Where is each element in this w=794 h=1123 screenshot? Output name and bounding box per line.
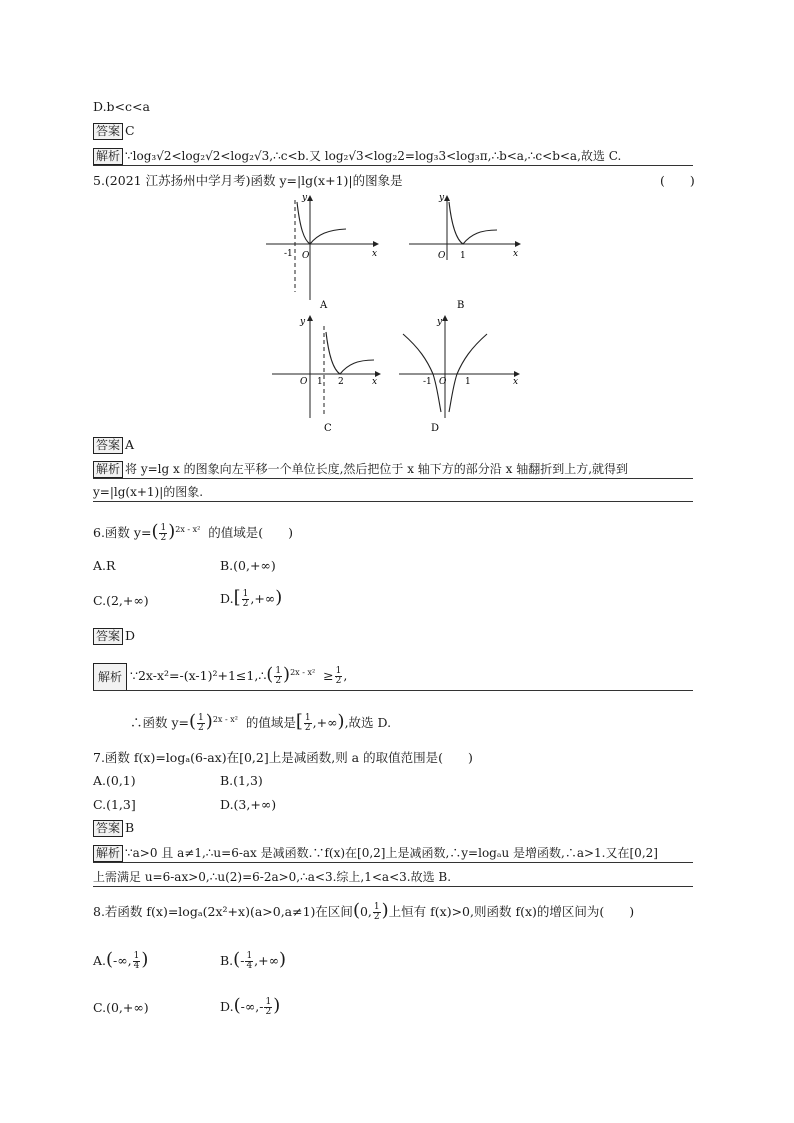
q6-option-a: A.R <box>93 558 116 573</box>
graph-d-tick-neg1: -1 <box>423 377 432 387</box>
graph-a-label: A <box>320 300 328 311</box>
q7-option-a: A.(0,1) <box>93 773 136 788</box>
q4-answer-line <box>93 123 135 140</box>
graph-b-label: B <box>457 300 465 311</box>
q7-option-c: C.(1,3] <box>93 797 136 812</box>
q6-stem: 6.函数 y=( $\frac{1}{2}$ )$^{2x - x^2}$ 的值域是( ) <box>93 521 294 544</box>
q6-analysis-line2: ∴函数 y=( $\frac{1}{2}$ )$^{2x - x^2}$ 的值域是[ $\frac{1}{2}$ ,+∞),故选 D. <box>130 711 392 734</box>
divider <box>93 165 693 166</box>
q6-stem-post: 的值域是( ) <box>208 525 294 541</box>
graph-b-origin: O <box>438 251 446 261</box>
q5-analysis-2: y=|lg(x+1)|的图象. <box>93 485 204 499</box>
graph-d-tick-1: 1 <box>465 377 471 387</box>
graph-b <box>405 190 530 320</box>
graph-a-x-label: x <box>372 249 378 259</box>
graph-d <box>395 312 525 437</box>
graph-d-origin: O <box>439 377 447 387</box>
q7-answer-line <box>93 820 134 837</box>
graph-c-origin: O <box>300 377 308 387</box>
q7-analysis-line1 <box>93 845 658 862</box>
q6-analysis-line1: ∵2x-x²=-(x-1)²+1≤1,∴( $\frac{1}{2}$ )$^{2x - x^2}$ ≥ $\frac{1}{2}$ , <box>130 664 348 687</box>
q5-analysis-line1 <box>93 461 628 478</box>
analysis-tag: 解析 <box>93 845 123 862</box>
q4-answer: C <box>125 123 135 138</box>
q4-analysis-line <box>93 148 621 165</box>
q6-option-c: C.(2,+∞) <box>93 593 149 608</box>
q6-exponent: 2x - x² <box>175 525 201 534</box>
q4-option-d: D.b<c<a <box>93 99 150 114</box>
graph-d-x-label: x <box>513 377 519 387</box>
divider <box>93 690 693 691</box>
q8-option-c: C.(0,+∞) <box>93 1000 149 1015</box>
q7-option-b: B.(1,3) <box>220 773 263 788</box>
q5-answer-line <box>93 437 134 454</box>
q8-option-d: D.(-∞,- $\frac{1}{2}$ ) <box>220 995 281 1017</box>
divider <box>93 501 693 502</box>
graph-a <box>258 190 388 320</box>
graph-a-tick-neg1: -1 <box>284 249 293 259</box>
divider <box>93 478 693 479</box>
graph-c <box>268 312 388 437</box>
graph-c-tick-2: 2 <box>338 377 344 387</box>
q7-analysis-2: 上需满足 u=6-ax>0,∴u(2)=6-2a>0,∴a<3.综上,1<a<3.故选 B. <box>93 870 452 884</box>
graph-b-x-label: x <box>513 249 519 259</box>
answer-tag: 答案 <box>93 628 123 645</box>
q5-stem: 5.(2021 江苏扬州中学月考)函数 y=|lg(x+1)|的图象是 <box>93 173 403 188</box>
q4-analysis: ∵log₃√2<log₂√2<log₂√3,∴c<b.又 log₂√3<log₂2=log₃3<log₃π,∴b<a,∴c<b<a,故选 C. <box>125 149 622 163</box>
answer-tag: 答案 <box>93 123 123 140</box>
q8-option-a: A.(-∞, $\frac{1}{4}$ ) <box>93 949 149 971</box>
q8-option-b: B.(- $\frac{1}{4}$ ,+∞) <box>220 949 287 971</box>
q6-answer: D <box>125 628 136 643</box>
q5-answer: A <box>125 437 135 452</box>
q5-paren: ( ) <box>660 173 695 188</box>
graph-c-x-label: x <box>372 377 378 387</box>
graph-a-origin: O <box>302 251 310 261</box>
answer-tag: 答案 <box>93 437 123 454</box>
graph-d-y-label: y <box>437 317 443 327</box>
q7-stem: 7.函数 f(x)=logₐ(6-ax)在[0,2]上是减函数,则 a 的取值范围是( ) <box>93 750 473 765</box>
q7-answer: B <box>125 820 135 835</box>
analysis-tag: 解析 <box>93 461 123 478</box>
q6-fraction: $\frac{1}{2}$ <box>160 523 167 544</box>
q6-answer-line <box>93 628 135 645</box>
answer-tag: 答案 <box>93 820 123 837</box>
analysis-tag: 解析 <box>93 148 123 165</box>
graph-c-tick-1: 1 <box>317 377 323 387</box>
q7-option-d: D.(3,+∞) <box>220 797 277 812</box>
q8-stem: 8.若函数 f(x)=logₐ(2x²+x)(a>0,a≠1)在区间(0, $\frac{1}{2}$ )上恒有 f(x)>0,则函数 f(x)的增区间为( ) <box>93 900 635 922</box>
graph-d-label: D <box>431 423 440 434</box>
analysis-tag: 解析 <box>93 663 127 691</box>
q6-option-d: D.[ $\frac{1}{2}$ ,+∞) <box>220 587 283 609</box>
q5-analysis-1: 将 y=lg x 的图象向左平移一个单位长度,然后把位于 x 轴下方的部分沿 x 轴翻折到上方,就得到 <box>125 462 629 476</box>
graph-a-y-label: y <box>302 193 308 203</box>
graph-b-y-label: y <box>439 193 445 203</box>
q6-stem-pre: 6.函数 y= <box>93 525 152 541</box>
divider <box>93 886 693 887</box>
graph-b-tick-1: 1 <box>460 251 466 261</box>
q6-option-b: B.(0,+∞) <box>220 558 276 573</box>
graph-c-label: C <box>324 423 332 434</box>
graph-c-y-label: y <box>300 317 306 327</box>
q7-analysis-1: ∵a>0 且 a≠1,∴u=6-ax 是减函数.∵f(x)在[0,2]上是减函数,∴y=logₐu 是增函数,∴a>1.又在[0,2] <box>125 846 658 860</box>
divider <box>93 862 693 863</box>
